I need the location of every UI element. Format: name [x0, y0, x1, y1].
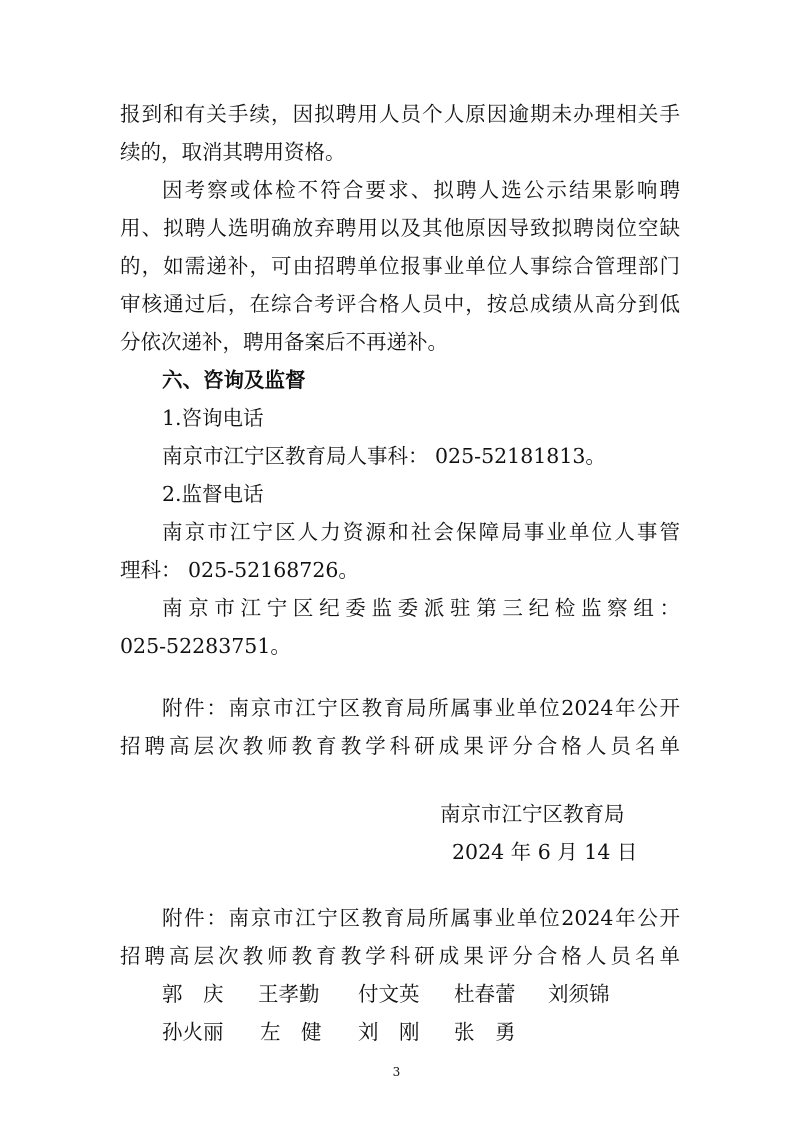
attachment-title-line: 附件：南京市江宁区教育局所属事业单位2024年公开: [162, 906, 680, 930]
body-text-line: 用、拟聘人选明确放弃聘用以及其他原因导致拟聘岗位空缺: [120, 216, 680, 240]
person-name: 张 勇: [454, 1020, 516, 1044]
person-name: 左 健: [260, 1020, 322, 1044]
supervise-phone-line: 理科： 025-52168726。: [120, 558, 359, 582]
attachment-reference-line: 附件：南京市江宁区教育局所属事业单位2024年公开: [162, 696, 680, 720]
person-name: 杜春蕾: [454, 982, 516, 1006]
person-name: 王孝勤: [258, 982, 320, 1006]
consult-label: 1.咨询电话: [162, 406, 264, 430]
person-name: 刘须锦: [548, 982, 610, 1006]
body-text-line: 续的，取消其聘用资格。: [120, 140, 346, 164]
supervise-label: 2.监督电话: [162, 482, 264, 506]
consult-phone-line: 南京市江宁区教育局人事科： 025-52181813。: [162, 444, 606, 468]
person-name: 付文英: [358, 982, 420, 1006]
body-text-line: 的，如需递补，可由招聘单位报事业单位人事综合管理部门: [120, 254, 680, 278]
attachment-reference-line: 招聘高层次教师教育教学科研成果评分合格人员名单: [120, 734, 680, 758]
supervise-line: 南京市江宁区人力资源和社会保障局事业单位人事管: [162, 520, 680, 544]
attachment-title-line: 招聘高层次教师教育教学科研成果评分合格人员名单: [120, 944, 680, 968]
body-text-line: 因考察或体检不符合要求、拟聘人选公示结果影响聘: [162, 178, 680, 202]
body-text-line: 审核通过后，在综合考评合格人员中，按总成绩从高分到低: [120, 292, 680, 316]
person-name: 郭 庆: [162, 982, 224, 1006]
body-text-line: 报到和有关手续，因拟聘用人员个人原因逾期未办理相关手: [120, 102, 680, 126]
person-name: 孙火丽: [162, 1020, 224, 1044]
body-text-line: 分依次递补，聘用备案后不再递补。: [120, 330, 448, 354]
discipline-line: 南京市江宁区纪委监委派驻第三纪检监察组：: [162, 596, 680, 620]
signature-date: 2024 年 6 月 14 日: [452, 840, 638, 864]
discipline-phone-line: 025-52283751。: [120, 634, 291, 658]
signature-org: 南京市江宁区教育局: [440, 802, 625, 826]
page-number: 3: [392, 1065, 401, 1079]
person-name: 刘 刚: [358, 1020, 420, 1044]
section-heading: 六、咨询及监督: [162, 368, 306, 392]
